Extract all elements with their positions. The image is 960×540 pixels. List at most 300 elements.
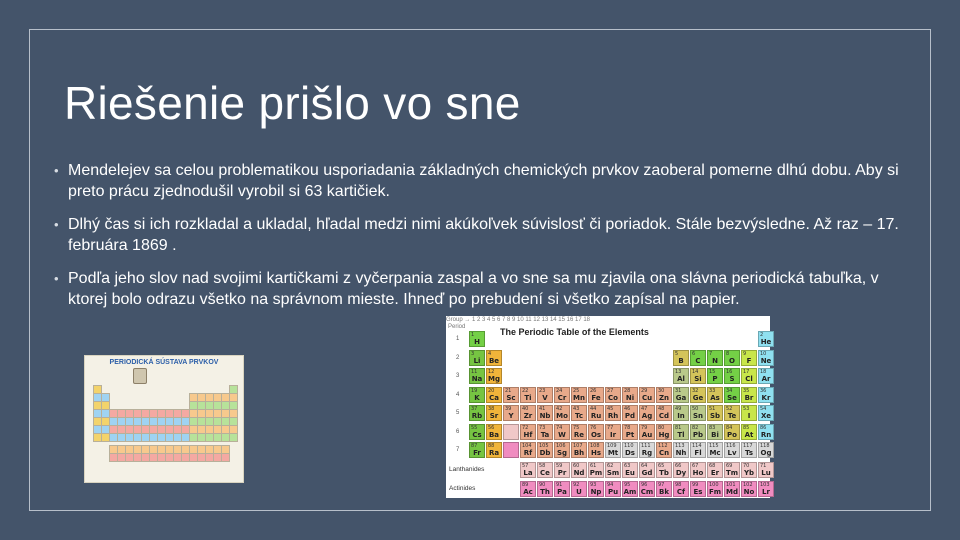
atomic-number: 45 <box>607 406 614 412</box>
element-symbol: Si <box>694 375 702 383</box>
element-cell-lv <box>724 442 740 458</box>
element-symbol: Bh <box>573 449 585 457</box>
atomic-number: 32 <box>692 387 699 394</box>
element-cell-cs <box>469 424 485 440</box>
element-cell-rh <box>605 405 621 421</box>
periodic-table-title: The Periodic Table of the Elements <box>500 327 649 337</box>
period-number: 2 <box>456 354 460 361</box>
slide-title: Riešenie prišlo vo sne <box>64 77 521 129</box>
atomic-number: 115 <box>709 443 719 449</box>
element-cell-yb <box>741 462 757 478</box>
element-symbol: F <box>746 356 752 365</box>
element-cell-ds <box>622 442 638 458</box>
element-symbol: Pa <box>557 488 567 496</box>
element-cell-lr <box>758 481 774 497</box>
element-cell-pd <box>622 405 638 421</box>
element-cell-he <box>758 331 774 347</box>
element-symbol: Hs <box>590 449 602 457</box>
element-cell-o <box>724 350 740 366</box>
element-symbol: Cu <box>641 393 653 402</box>
element-cell-sb <box>707 405 723 421</box>
element-cell-u <box>571 481 587 497</box>
element-symbol: Ag <box>641 412 653 420</box>
atomic-number: 112 <box>658 443 668 449</box>
element-cell-mt <box>605 442 621 458</box>
atomic-number: 31 <box>675 387 682 394</box>
atomic-number: 88 <box>488 443 495 449</box>
element-cell-ni <box>622 387 638 403</box>
element-symbol: Md <box>726 488 738 496</box>
atomic-number: 3 <box>471 350 475 357</box>
element-symbol: Ds <box>625 449 635 457</box>
atomic-number: 51 <box>709 406 716 412</box>
element-cell-fm <box>707 481 723 497</box>
element-symbol: Ti <box>524 393 532 402</box>
atomic-number: 73 <box>539 424 546 431</box>
element-cell-cm <box>639 481 655 497</box>
atomic-number: 23 <box>539 387 546 394</box>
element-cell-f <box>741 350 757 366</box>
element-cell-pu <box>605 481 621 497</box>
element-symbol: La <box>523 469 533 477</box>
atomic-number: 90 <box>539 482 546 488</box>
bullet-item: • Dlhý čas si ich rozkladal a ukladal, hľadal medzi nimi akúkoľvek súvislosť či poriadok. Stále bezvýsledne. Až raz – 17. februára 1869 . <box>54 214 914 256</box>
element-symbol: Cm <box>640 488 654 496</box>
element-cell-er <box>707 462 723 478</box>
atomic-number: 114 <box>692 443 702 449</box>
element-symbol: Tm <box>725 469 739 477</box>
element-symbol: K <box>474 393 480 402</box>
atomic-number: 28 <box>624 387 631 394</box>
element-cell-fe <box>588 387 604 403</box>
element-symbol: Ra <box>488 449 500 457</box>
element-cell-pm <box>588 462 604 478</box>
atomic-number: 75 <box>573 424 580 431</box>
period-number: 1 <box>456 336 460 342</box>
element-symbol: Bi <box>711 430 719 439</box>
element-cell-h <box>469 331 485 347</box>
atomic-number: 20 <box>488 387 495 394</box>
atomic-number: 101 <box>726 482 736 488</box>
element-symbol: Ac <box>523 488 533 496</box>
group-header: Group → 1 2 3 4 5 6 7 8 9 10 11 12 13 14 15 16 17 18 <box>446 317 590 323</box>
atomic-number: 48 <box>658 406 665 412</box>
atomic-number: 21 <box>505 387 512 394</box>
element-cell-th <box>537 481 553 497</box>
element-cell-fr <box>469 442 485 458</box>
element-symbol: Pu <box>607 488 619 496</box>
element-symbol: Er <box>710 469 720 477</box>
element-symbol: C <box>695 356 701 365</box>
element-symbol: Kr <box>761 393 771 402</box>
atomic-number: 39 <box>505 406 512 412</box>
atomic-number: 44 <box>590 406 597 412</box>
element-cell-i <box>741 405 757 421</box>
atomic-number: 17 <box>743 369 750 375</box>
element-cell-y <box>503 405 519 421</box>
period-number: 6 <box>456 428 460 435</box>
element-symbol: Ts <box>744 449 753 457</box>
element-symbol: U <box>576 488 582 496</box>
element-symbol: Lv <box>727 449 737 457</box>
atomic-number: 118 <box>760 443 770 449</box>
element-symbol: H <box>474 338 480 346</box>
element-symbol: Li <box>473 356 481 365</box>
element-symbol: Cl <box>745 375 753 383</box>
atomic-number: 30 <box>658 387 665 394</box>
element-symbol: O <box>729 356 735 365</box>
element-symbol: P <box>712 375 718 383</box>
element-symbol: Zr <box>523 412 533 420</box>
element-symbol: Co <box>608 393 618 402</box>
element-cell-rg <box>639 442 655 458</box>
element-cell-es <box>690 481 706 497</box>
element-cell-am <box>622 481 638 497</box>
element-symbol: Sb <box>709 412 721 420</box>
atomic-number: 27 <box>607 387 614 394</box>
element-symbol: Cf <box>676 488 686 496</box>
element-symbol: V <box>542 393 548 402</box>
element-symbol: Y <box>508 412 514 420</box>
element-symbol: Gd <box>641 469 653 477</box>
atomic-number: 26 <box>590 387 597 394</box>
atomic-number: 2 <box>760 332 764 338</box>
atomic-number: 99 <box>692 482 699 488</box>
atomic-number: 46 <box>624 406 631 412</box>
element-cell-ne <box>758 350 774 366</box>
atomic-number: 12 <box>488 369 495 375</box>
element-symbol: Mg <box>488 375 500 383</box>
element-cell-og <box>758 442 774 458</box>
element-cell-mo <box>554 405 570 421</box>
period-number: 7 <box>456 447 460 453</box>
element-cell-b <box>673 350 689 366</box>
atomic-number: 43 <box>573 406 580 412</box>
element-cell-bh <box>571 442 587 458</box>
element-symbol: In <box>677 412 685 420</box>
element-symbol: Re <box>573 430 585 439</box>
element-cell-rf <box>520 442 536 458</box>
element-cell-np <box>588 481 604 497</box>
atomic-number: 74 <box>556 424 563 431</box>
element-cell-pb <box>690 424 706 440</box>
atomic-number: 54 <box>760 406 767 412</box>
element-symbol: Ge <box>692 393 704 402</box>
atomic-number: 67 <box>692 463 699 469</box>
element-symbol: Cr <box>557 393 567 402</box>
atomic-number: 82 <box>692 424 699 431</box>
element-cell-bi <box>707 424 723 440</box>
element-cell-tm <box>724 462 740 478</box>
atomic-number: 25 <box>573 387 580 394</box>
bullet-item: • Podľa jeho slov nad svojimi kartičkami z vyčerpania zaspal a vo sne sa mu zjavila ona slávna periodická tabuľka, v ktorej bolo odrazu všetko na správnom mieste. Ihneď po prebudení si všetko zapísal na papier. <box>54 268 914 310</box>
element-symbol: Hf <box>523 430 533 439</box>
element-cell-ir <box>605 424 621 440</box>
element-cell-sg <box>554 442 570 458</box>
element-cell-au <box>639 424 655 440</box>
element-cell-pa <box>554 481 570 497</box>
atomic-number: 85 <box>743 424 750 431</box>
atomic-number: 100 <box>709 482 719 488</box>
atomic-number: 78 <box>624 424 631 431</box>
element-symbol: Hg <box>658 430 670 439</box>
atomic-number: 7 <box>709 350 713 357</box>
element-cell-ac <box>520 481 536 497</box>
small-table-cell <box>229 433 238 442</box>
element-cell-ra <box>486 442 502 458</box>
atomic-number: 63 <box>624 463 631 469</box>
element-cell-br <box>741 387 757 403</box>
atomic-number: 105 <box>539 443 549 449</box>
atomic-number: 16 <box>726 369 733 375</box>
element-symbol: Pt <box>625 430 635 439</box>
atomic-number: 95 <box>624 482 631 488</box>
element-symbol: Se <box>727 393 737 402</box>
atomic-number: 87 <box>471 443 478 449</box>
element-cell-cr <box>554 387 570 403</box>
atomic-number: 18 <box>760 369 767 375</box>
element-cell-po <box>724 424 740 440</box>
element-symbol: Cn <box>658 449 670 457</box>
element-cell-se <box>724 387 740 403</box>
element-symbol: Ga <box>675 393 687 402</box>
element-symbol: Sc <box>506 393 516 402</box>
element-cell-w <box>554 424 570 440</box>
element-symbol: Th <box>540 488 550 496</box>
atomic-number: 76 <box>590 424 597 431</box>
element-cell-mn <box>571 387 587 403</box>
element-cell-sn <box>690 405 706 421</box>
element-symbol: Db <box>539 449 551 457</box>
element-cell-os <box>588 424 604 440</box>
atomic-number: 96 <box>641 482 648 488</box>
element-symbol: N <box>712 356 718 365</box>
element-cell-nh <box>673 442 689 458</box>
element-symbol: Mt <box>607 449 619 457</box>
element-cell-ge <box>690 387 706 403</box>
element-cell-xe <box>758 405 774 421</box>
element-symbol: Fr <box>473 449 481 457</box>
atomic-number: 110 <box>624 443 634 449</box>
element-symbol: Pm <box>589 469 603 477</box>
element-symbol: Nb <box>539 412 551 420</box>
atomic-number: 36 <box>760 387 767 394</box>
element-cell-in <box>673 405 689 421</box>
element-symbol: Lu <box>761 469 771 477</box>
element-symbol: As <box>710 393 720 402</box>
atomic-number: 103 <box>760 482 770 488</box>
atomic-number: 117 <box>743 443 753 449</box>
bullet-list <box>54 160 914 322</box>
element-symbol: Np <box>590 488 602 496</box>
element-symbol: S <box>729 375 735 383</box>
atomic-number: 89 <box>522 482 529 488</box>
atomic-number: 86 <box>760 424 767 431</box>
element-cell-te <box>724 405 740 421</box>
atomic-number: 37 <box>471 406 478 412</box>
element-cell-li <box>469 350 485 366</box>
element-cell-no <box>741 481 757 497</box>
atomic-number: 98 <box>675 482 682 488</box>
element-cell-la <box>520 462 536 478</box>
element-symbol: Yb <box>743 469 755 477</box>
element-cell-v <box>537 387 553 403</box>
atomic-number: 14 <box>692 369 699 375</box>
element-symbol: Sm <box>606 469 620 477</box>
atomic-number: 106 <box>556 443 566 449</box>
element-symbol: Pr <box>557 469 567 477</box>
element-cell-co <box>605 387 621 403</box>
element-symbol: Nd <box>573 469 585 477</box>
bullet-item: • Mendelejev sa celou problematikou usporiadania základných chemických prvkov zaoberal pomerne dlhú dobu. Aby si preto prácu zjednodušil vyrobil si 63 kartičiek. <box>54 160 914 202</box>
element-symbol: Fl <box>694 449 702 457</box>
atomic-number: 4 <box>488 350 492 357</box>
atomic-number: 80 <box>658 424 665 431</box>
element-cell-ba <box>486 424 502 440</box>
element-cell-ca <box>486 387 502 403</box>
atomic-number: 53 <box>743 406 750 412</box>
element-cell-re <box>571 424 587 440</box>
atomic-number: 97 <box>658 482 665 488</box>
element-symbol: Eu <box>625 469 635 477</box>
element-symbol: Zn <box>658 393 670 402</box>
atomic-number: 79 <box>641 424 648 431</box>
element-symbol: Po <box>727 430 737 439</box>
lanthanides-label: Lanthanides <box>449 466 485 473</box>
element-symbol: Ba <box>488 430 500 439</box>
atomic-number: 52 <box>726 406 733 412</box>
element-cell-p <box>707 368 723 384</box>
atomic-number: 93 <box>590 482 597 488</box>
element-symbol: Lr <box>762 488 770 496</box>
element-cell-sc <box>503 387 519 403</box>
atomic-number: 60 <box>573 463 580 469</box>
element-symbol: Br <box>744 393 754 402</box>
atomic-number: 83 <box>709 424 716 431</box>
element-cell-cf <box>673 481 689 497</box>
element-cell-hs <box>588 442 604 458</box>
element-symbol: Rb <box>471 412 483 420</box>
element-symbol: Sg <box>556 449 568 457</box>
atomic-number: 102 <box>743 482 753 488</box>
element-symbol: Ar <box>761 375 771 383</box>
atomic-number: 57 <box>522 463 529 469</box>
element-symbol: Sn <box>692 412 704 420</box>
small-table-grid <box>91 369 239 479</box>
element-symbol: Rg <box>641 449 653 457</box>
element-cell-tl <box>673 424 689 440</box>
element-symbol: Mo <box>556 412 568 420</box>
element-cell-ti <box>520 387 536 403</box>
atomic-number: 11 <box>471 369 478 375</box>
element-cell-hg <box>656 424 672 440</box>
element-cell-ho <box>690 462 706 478</box>
element-cell-na <box>469 368 485 384</box>
element-cell-ga <box>673 387 689 403</box>
atomic-number: 10 <box>760 350 767 357</box>
atomic-number: 33 <box>709 387 716 394</box>
atomic-number: 47 <box>641 406 648 412</box>
element-cell-ar <box>758 368 774 384</box>
atomic-number: 24 <box>556 387 563 394</box>
atomic-number: 65 <box>658 463 665 469</box>
atomic-number: 108 <box>590 443 600 449</box>
element-symbol: Tc <box>575 412 583 420</box>
element-symbol: Nh <box>675 449 687 457</box>
element-symbol: Og <box>760 449 772 457</box>
atomic-number: 50 <box>692 406 699 412</box>
element-cell-cu <box>639 387 655 403</box>
atomic-number: 84 <box>726 424 733 431</box>
element-symbol: B <box>678 356 684 365</box>
element-cell-zn <box>656 387 672 403</box>
element-cell-ts <box>741 442 757 458</box>
element-symbol: Ne <box>760 356 772 365</box>
atomic-number: 116 <box>726 443 736 449</box>
element-cell-pt <box>622 424 638 440</box>
atomic-number: 77 <box>607 424 614 431</box>
atomic-number: 22 <box>522 387 529 394</box>
atomic-number: 6 <box>692 350 696 357</box>
element-cell-s <box>724 368 740 384</box>
atomic-number: 104 <box>522 443 532 449</box>
element-cell-md <box>724 481 740 497</box>
element-symbol: No <box>743 488 755 496</box>
element-symbol: Tl <box>677 430 685 439</box>
atomic-number: 66 <box>675 463 682 469</box>
small-table-title: PERIODICKÁ SÚSTAVA PRVKOV <box>109 359 219 366</box>
atomic-number: 92 <box>573 482 580 488</box>
element-symbol: Al <box>677 375 685 383</box>
element-symbol: I <box>747 412 751 420</box>
atomic-number: 41 <box>539 406 546 412</box>
element-symbol: Cs <box>472 430 482 439</box>
element-symbol: Es <box>693 488 703 496</box>
atomic-number: 61 <box>590 463 597 469</box>
element-symbol: W <box>558 430 566 439</box>
element-symbol: Be <box>488 356 500 365</box>
element-cell-mg <box>486 368 502 384</box>
atomic-number: 69 <box>726 463 733 469</box>
element-symbol: Ir <box>609 430 617 439</box>
element-symbol: Ho <box>692 469 704 477</box>
atomic-number: 42 <box>556 406 563 412</box>
atomic-number: 70 <box>743 463 750 469</box>
element-symbol: Pb <box>692 430 704 439</box>
element-cell-gd <box>639 462 655 478</box>
series-placeholder-cell <box>503 424 519 440</box>
element-symbol: Ru <box>590 412 602 420</box>
element-cell-be <box>486 350 502 366</box>
element-cell-ag <box>639 405 655 421</box>
element-cell-n <box>707 350 723 366</box>
element-cell-mc <box>707 442 723 458</box>
element-symbol: Rn <box>760 430 772 439</box>
element-cell-sm <box>605 462 621 478</box>
element-symbol: Rf <box>523 449 533 457</box>
element-symbol: Ta <box>540 430 550 439</box>
element-cell-as <box>707 387 723 403</box>
atomic-number: 62 <box>607 463 614 469</box>
period-number: 3 <box>456 373 460 379</box>
atomic-number: 19 <box>471 387 478 394</box>
atomic-number: 56 <box>488 424 495 431</box>
element-symbol: Sr <box>489 412 499 420</box>
element-cell-dy <box>673 462 689 478</box>
element-cell-cd <box>656 405 672 421</box>
element-cell-rn <box>758 424 774 440</box>
element-symbol: Tb <box>659 469 669 477</box>
